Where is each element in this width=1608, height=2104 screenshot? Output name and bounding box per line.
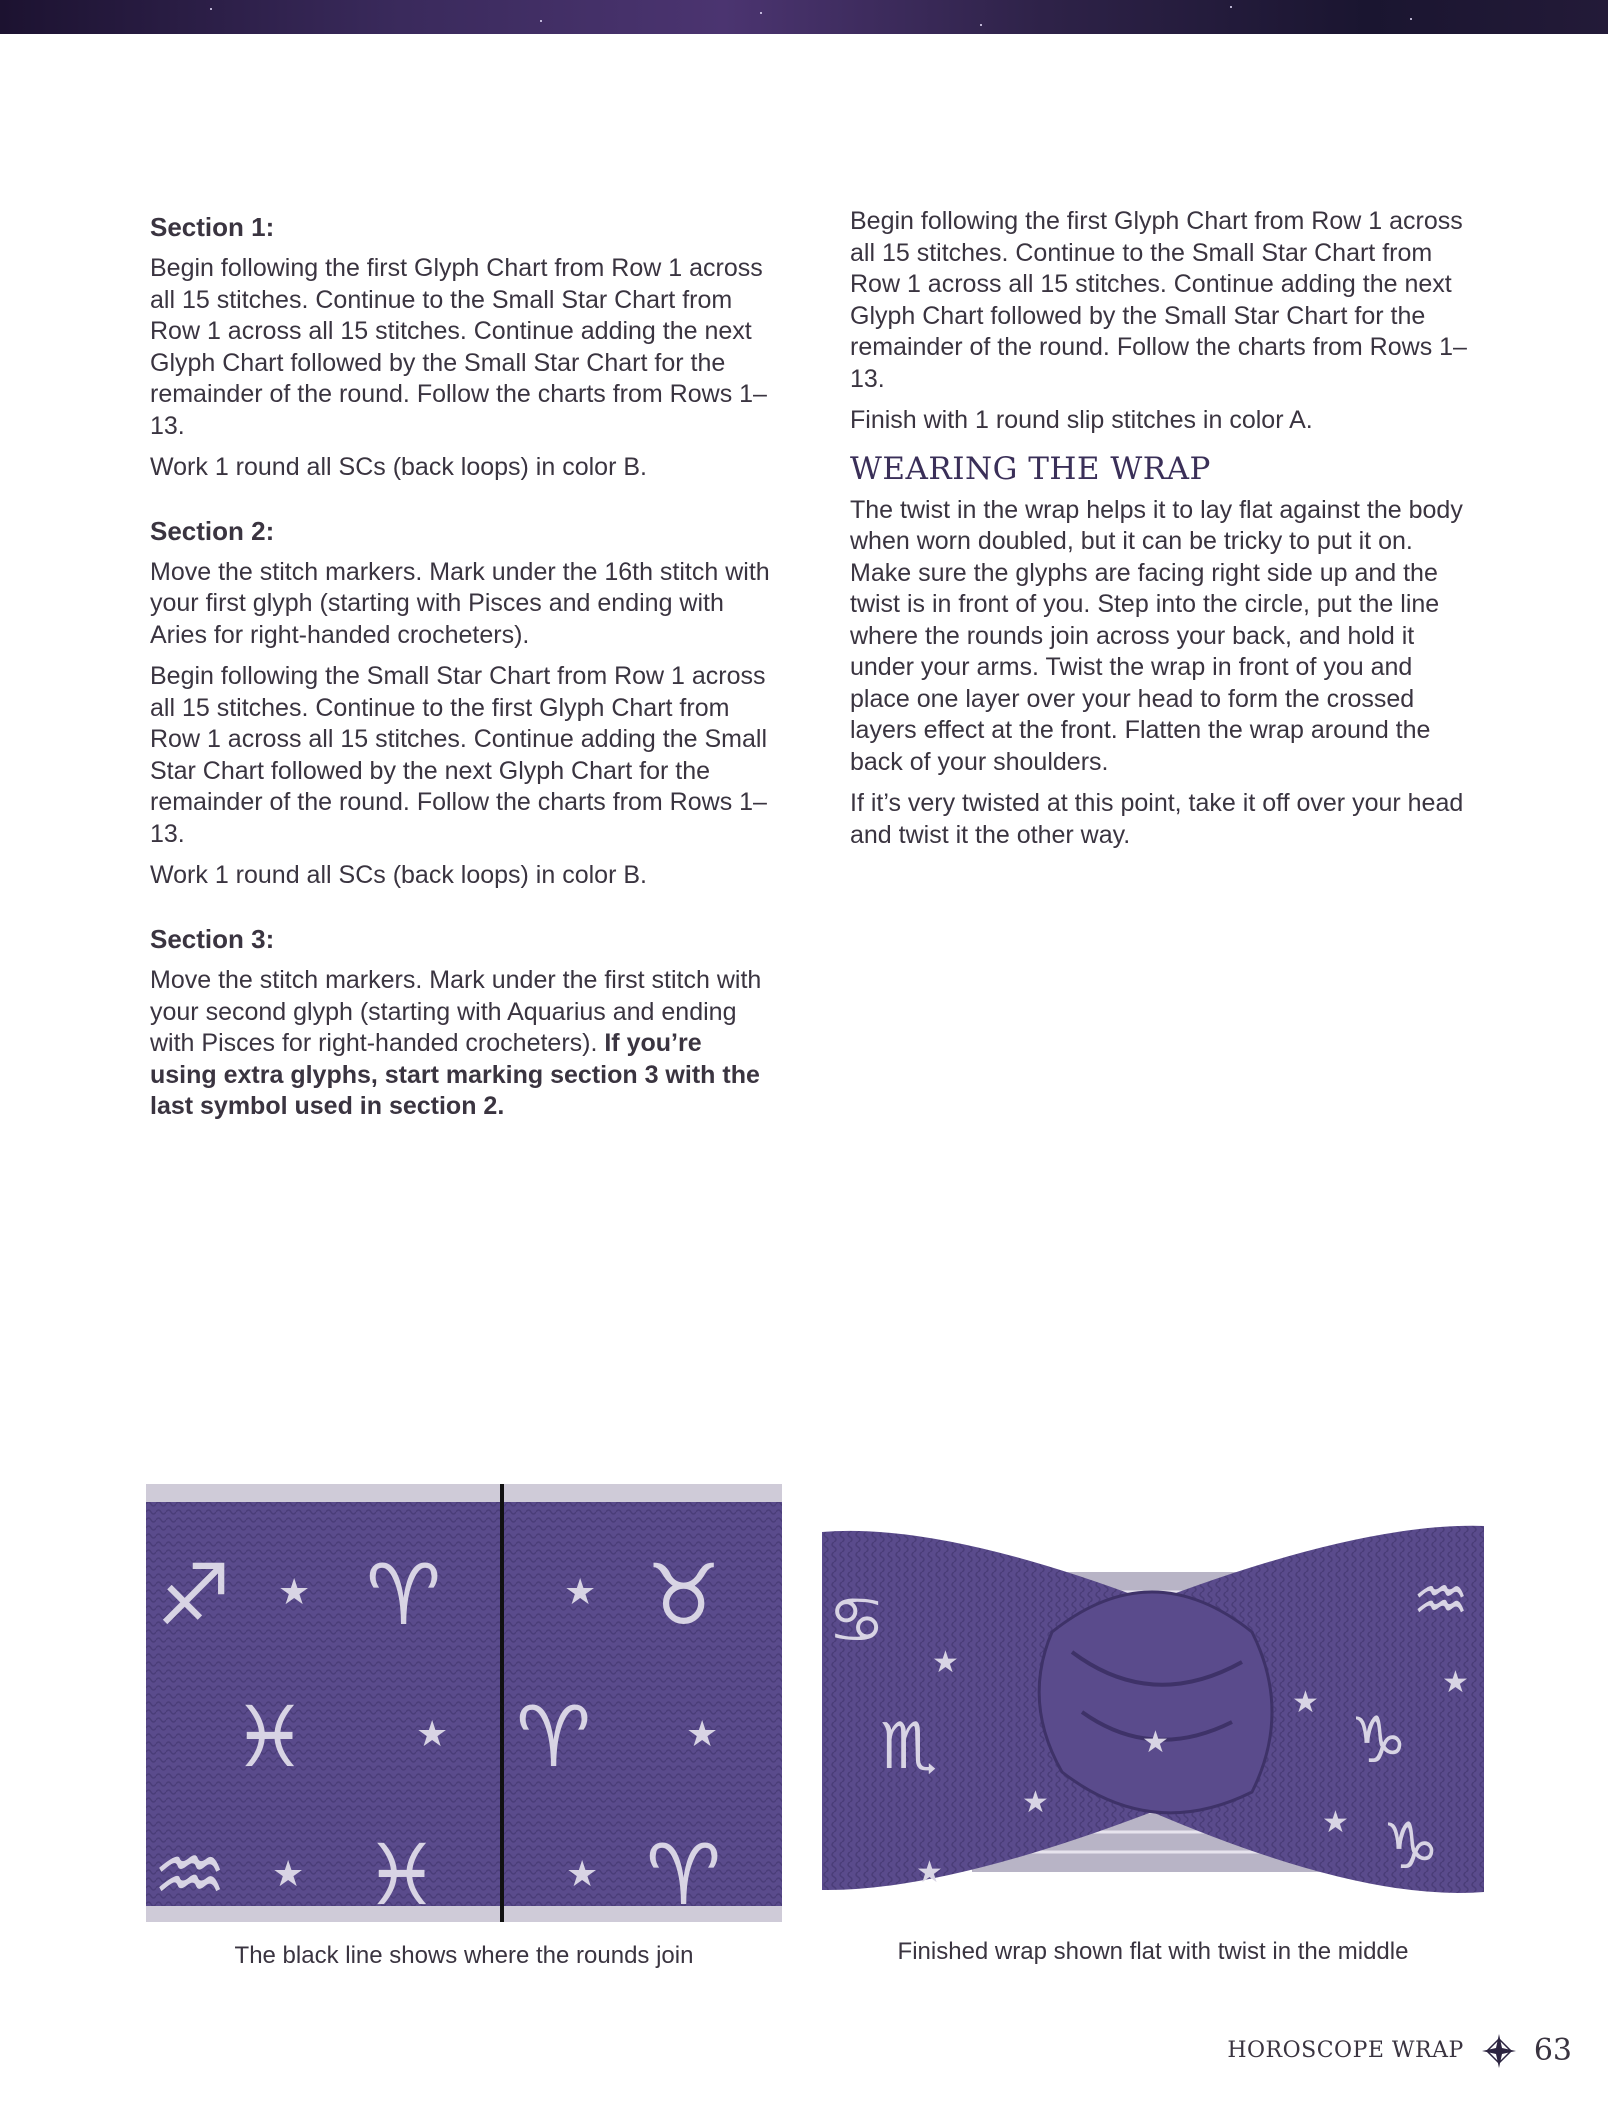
- left-column: [150, 212, 770, 1133]
- section3-paragraph-1: [150, 965, 770, 1123]
- star-mark: ★: [1022, 1786, 1049, 1819]
- sparkle-icon: [1482, 2034, 1516, 2068]
- left-photo-caption: The black line shows where the rounds join: [234, 1942, 694, 1969]
- star-mark: ★: [564, 1571, 597, 1612]
- right-column: [850, 206, 1470, 861]
- cancer-glyph: ♋: [828, 1584, 886, 1658]
- sagittarius-glyph: ♐: [156, 1546, 232, 1644]
- star-mark: ★: [278, 1571, 311, 1612]
- swatch-photo: [146, 1484, 782, 1922]
- aries-glyph-top: ♈: [366, 1546, 442, 1644]
- wearing-paragraph-2: If it’s very twisted at this point, take it off over your head and twist it the other way.: [850, 789, 1464, 849]
- page-number: 63: [1533, 2033, 1572, 2068]
- pisces-glyph-middle: ♓: [232, 1688, 308, 1786]
- section2-heading: Section 2:: [150, 515, 275, 546]
- right-photo-caption: Finished wrap shown flat with twist in the middle: [897, 1938, 1409, 1965]
- star-mark: ★: [566, 1853, 599, 1894]
- capricorn-glyph-1: ♑: [1350, 1704, 1408, 1778]
- wearing-wrap-heading: WEARING THE WRAP: [850, 450, 1211, 487]
- star-mark: ★: [932, 1646, 959, 1679]
- scorpio-glyph: ♏: [880, 1710, 938, 1784]
- star-mark: ★: [1442, 1666, 1469, 1699]
- section2-paragraph-1: Move the stitch markers. Mark under the 16th stitch with your first glyph (starting with Pisces and ending with Aries for right-handed crocheters).: [150, 557, 770, 649]
- wrap-illustration: [822, 1512, 1484, 1908]
- section1-paragraph-1: Begin following the first Glyph Chart from Row 1 across all 15 stitches. Continue to the Small Star Chart from Row 1 across all 15 stitches. Continue adding the next Glyph Chart followed by the Small Star Chart for the remainder of the round. Follow the charts from Rows 1–13.: [150, 254, 767, 440]
- wearing-paragraph-1: The twist in the wrap helps it to lay flat against the body when worn doubled, but it can be tricky to put it on. Make sure the glyphs are facing right side up and the twist is in front of you. Step into the circle, put the line where the rounds join across your back, and hold it under your arms. Twist the wrap in front of you and place one layer over your head to form the crossed layers effect at the front. Flatten the wrap around the back of your shoulders.: [850, 495, 1463, 776]
- aries-glyph-bottom: ♈: [646, 1826, 722, 1922]
- section3-text: Move the stitch markers. Mark under the first stitch with your second glyph (starting with Aquarius and ending with Pisces for right-handed crocheters).: [150, 966, 762, 1058]
- taurus-glyph: ♉: [646, 1546, 722, 1644]
- star-mark: ★: [1142, 1726, 1169, 1759]
- wrap-photo: [822, 1512, 1484, 1908]
- footer-title: HOROSCOPE WRAP: [1227, 2038, 1464, 2063]
- section3-bold-note: If you’re using extra glyphs, start marking section 3 with the last symbol used in section 2.: [150, 1029, 760, 1121]
- capricorn-glyph-2: ♑: [1382, 1810, 1440, 1884]
- aquarius-glyph: ♒: [152, 1826, 228, 1922]
- section1-paragraph-2: Work 1 round all SCs (back loops) in color B.: [150, 453, 647, 482]
- right-paragraph-1: Begin following the first Glyph Chart from Row 1 across all 15 stitches. Continue to the Small Star Chart from Row 1 across all 15 stitches. Continue adding the next Glyph Chart followed by the Small Star Chart for the remainder of the round. Follow the charts from Rows 1–13.: [850, 207, 1467, 393]
- section1-heading: Section 1:: [150, 212, 275, 242]
- page-footer: [1227, 2033, 1572, 2068]
- star-mark: ★: [416, 1713, 449, 1754]
- section2-paragraph-3: Work 1 round all SCs (back loops) in color B.: [150, 861, 647, 890]
- star-mark: ★: [1292, 1686, 1319, 1719]
- star-mark: ★: [272, 1853, 305, 1894]
- swatch-illustration: [146, 1484, 782, 1922]
- pisces-glyph-bottom: ♓: [364, 1826, 440, 1922]
- aquarius-glyph-wrap: ♒: [1412, 1564, 1470, 1638]
- star-mark: ★: [1322, 1806, 1349, 1839]
- section3-heading: Section 3:: [150, 923, 275, 954]
- star-mark: ★: [686, 1713, 719, 1754]
- aries-glyph-middle: ♈: [516, 1688, 592, 1786]
- section2-paragraph-2: Begin following the Small Star Chart from Row 1 across all 15 stitches. Continue to the first Glyph Chart from Row 1 across all 15 stitches. Continue adding the Small Star Chart followed by the next Glyph Chart for the remainder of the round. Follow the charts from Rows 1–13.: [150, 662, 767, 848]
- right-paragraph-2: Finish with 1 round slip stitches in color A.: [850, 406, 1313, 434]
- star-mark: ★: [916, 1856, 943, 1889]
- header-band: [0, 0, 1608, 34]
